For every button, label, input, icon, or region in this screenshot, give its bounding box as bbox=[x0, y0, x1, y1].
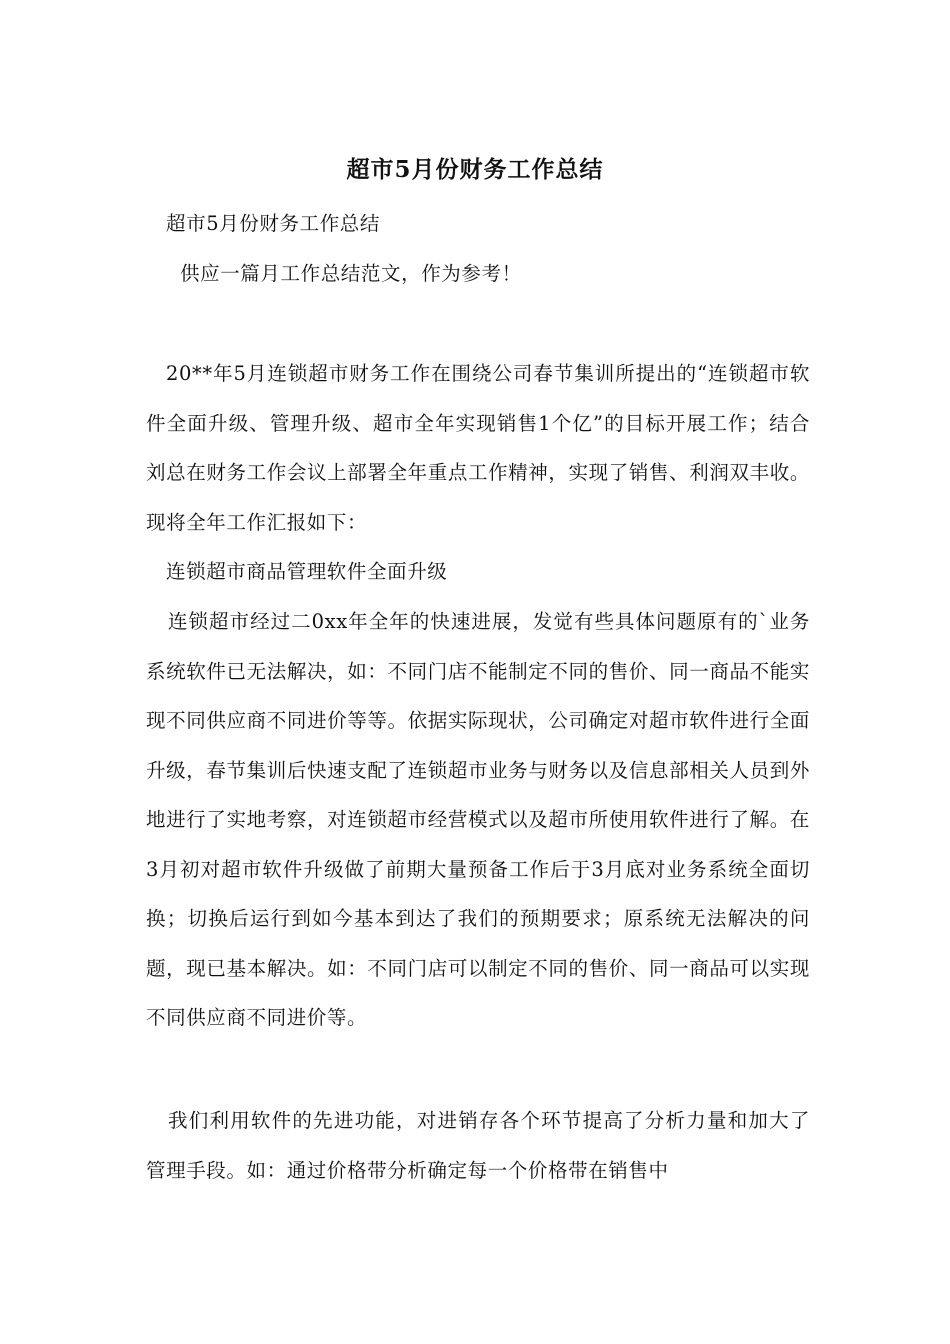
paragraph-analysis: 我们利用软件的先进功能，对进销存各个环节提高了分析力量和加大了管理手段。如：通过价格带分析确定每一个价格带在销售中 bbox=[146, 1109, 810, 1182]
document-title: 超市5月份财务工作总结 bbox=[346, 156, 604, 183]
intro-line: 供应一篇月工作总结范文，作为参考！ bbox=[180, 262, 522, 285]
paragraph-software-upgrade: 连锁超市经过二0xx年全年的快速进展，发觉有些具体问题原有的`业务系统软件已无法解决，如：不同门店不能制定不同的售价、同一商品不能实现不同供应商不同进价等等。依据实际现状，公司确定对超市软件进行全面升级，春节集训后快速支配了连锁超市业务与财务以及信息部相关人员到外地进行了实地考察，对连锁超市经营模式以及超市所使用软件进行了解。在3月初对超市软件升级做了前期大量预备工作后于3月底对业务系统全面切换；切换后运行到如今基本到达了我们的预期要求；原系统无法解决的问题，现已基本解决。如：不同门店可以制定不同的售价、同一商品可以实现不同供应商不同进价等。 bbox=[146, 610, 810, 1029]
document-subtitle: 超市5月份财务工作总结 bbox=[166, 212, 381, 235]
paragraph-overview: 20**年5月连锁超市财务工作在围绕公司春节集训所提出的“连锁超市软件全面升级、管理升级、超市全年实现销售1个亿”的目标开展工作；结合刘总在财务工作会议上部署全年重点工作精神，实现了销售、利润双丰收。现将全年工作汇报如下： bbox=[146, 362, 810, 534]
section-heading-software-upgrade: 连锁超市商品管理软件全面升级 bbox=[166, 560, 448, 583]
